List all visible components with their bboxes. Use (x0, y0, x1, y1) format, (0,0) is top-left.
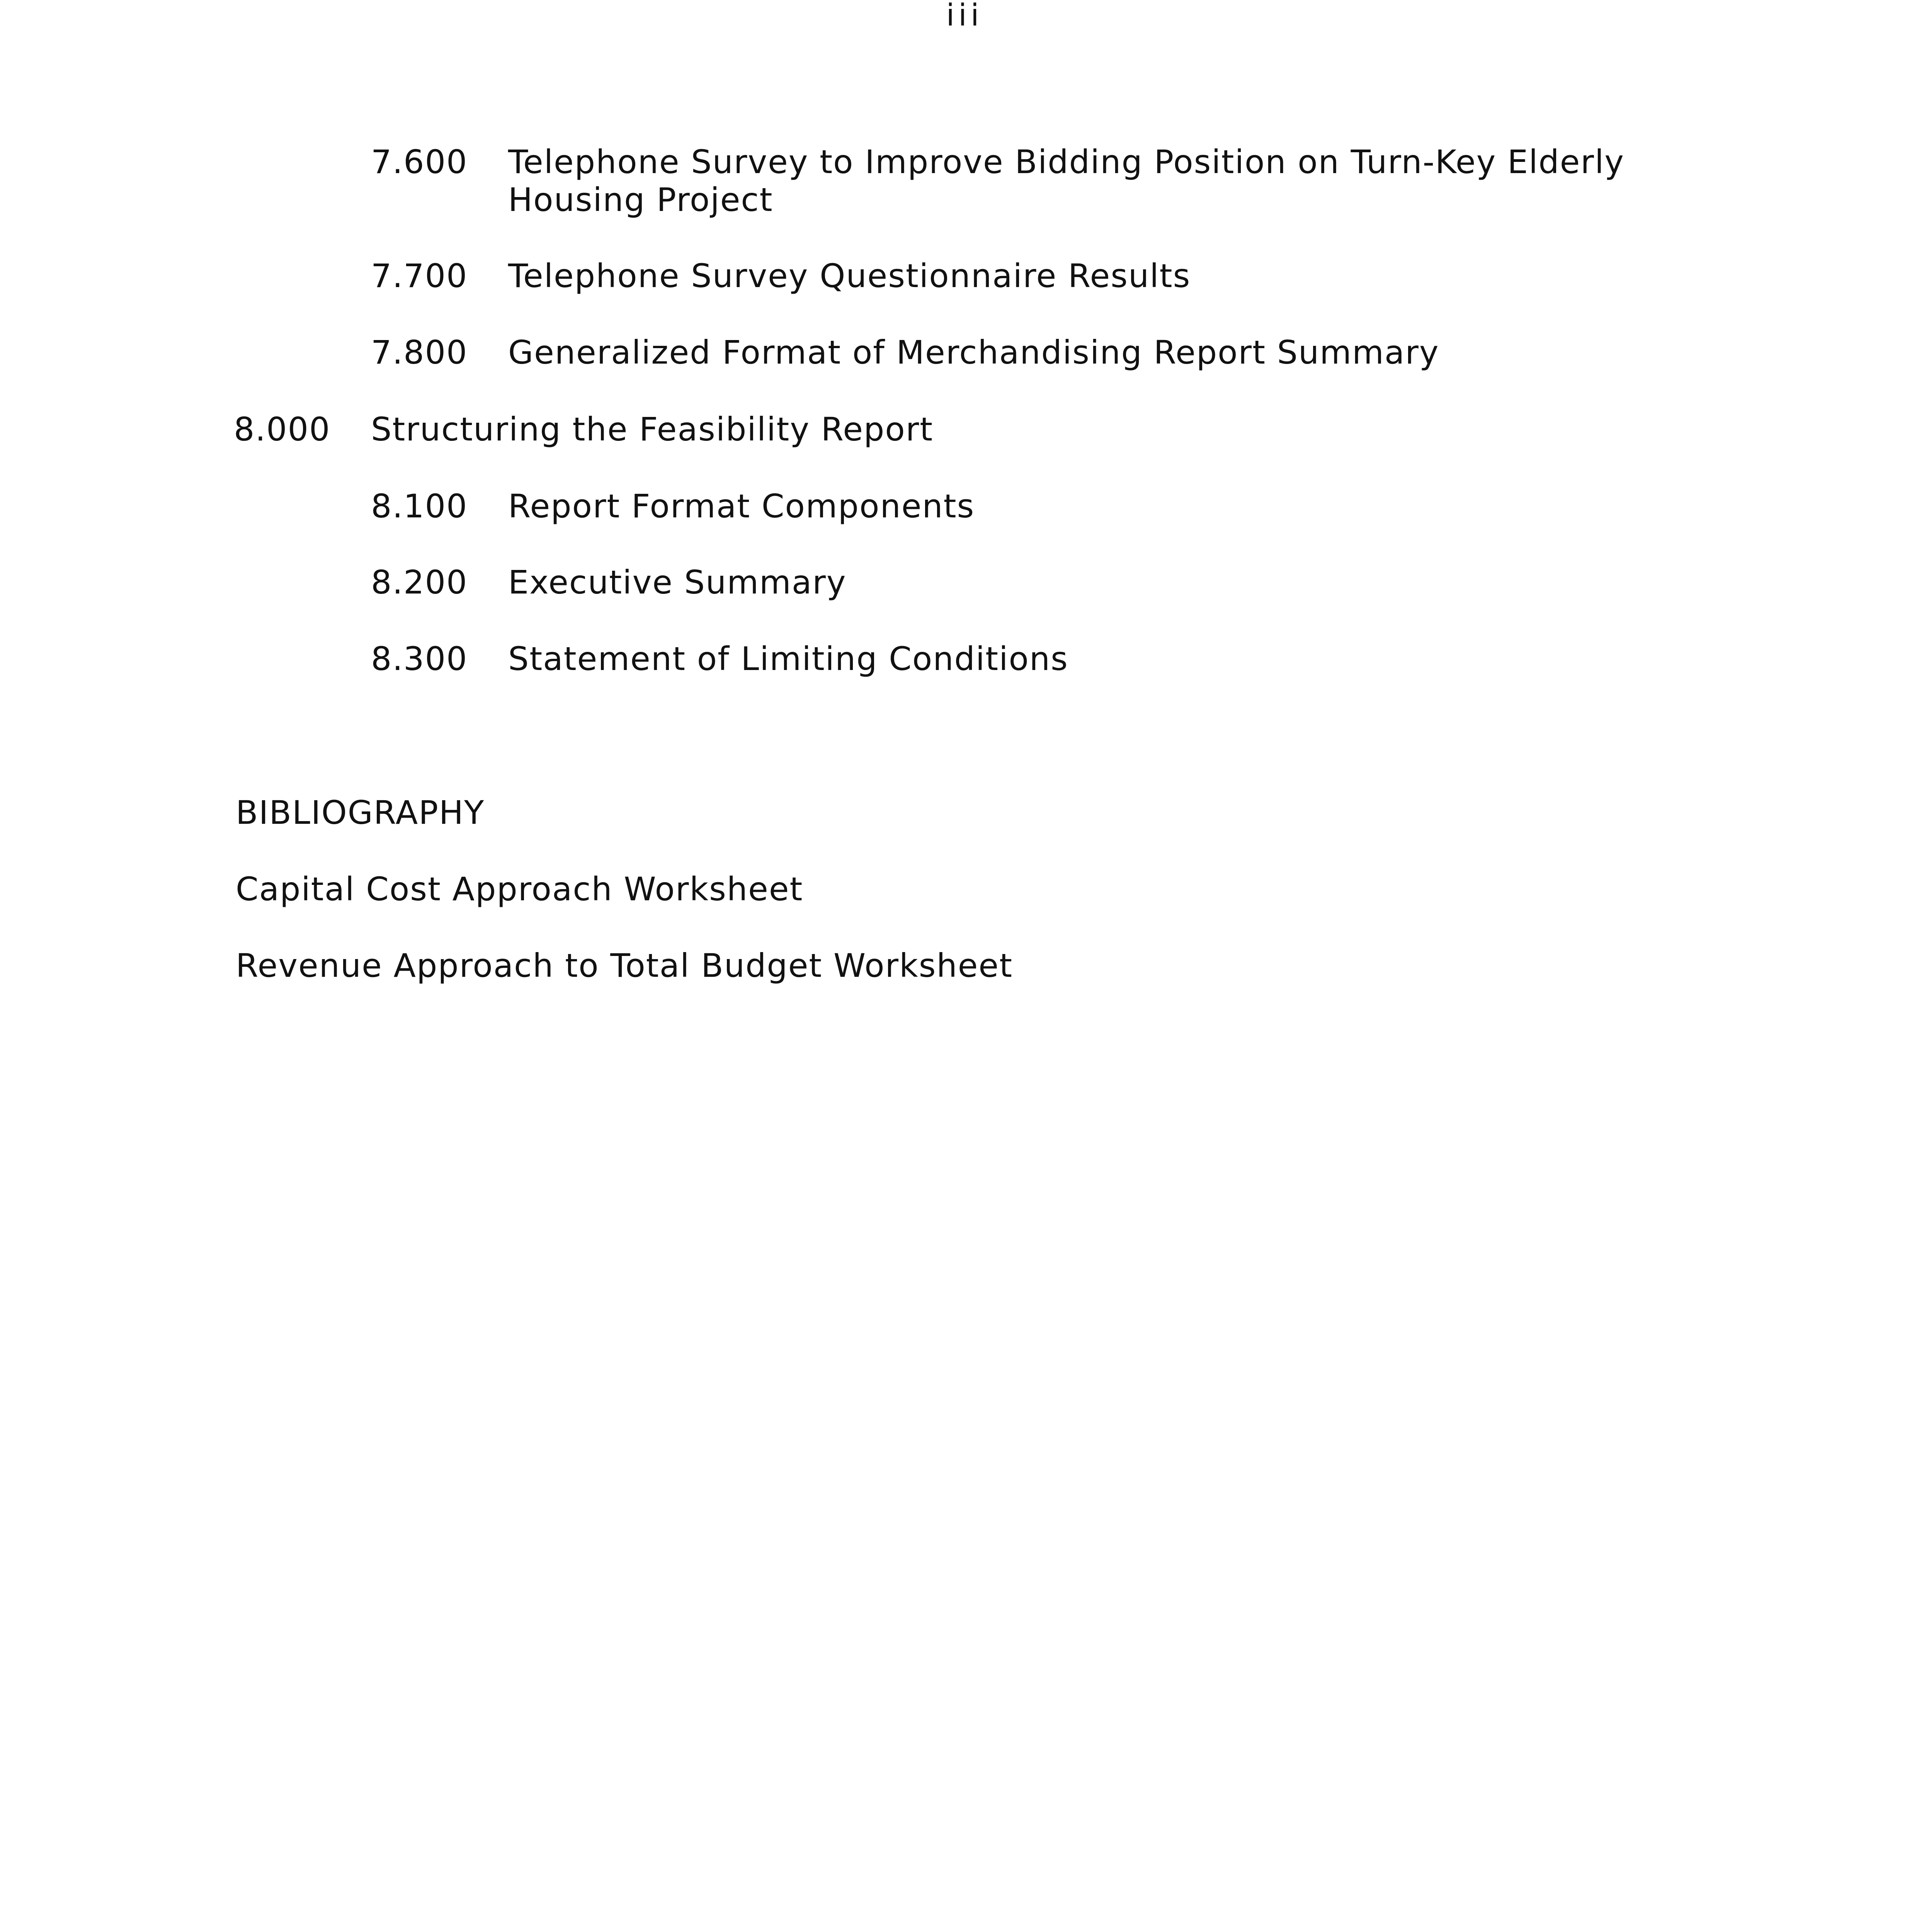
toc-entry-number: 8.200 (371, 563, 468, 601)
toc-entry-number: 7.700 (371, 257, 468, 295)
toc-entry-title (508, 143, 1625, 219)
toc-entry-7-700 (371, 257, 1801, 296)
toc-entry-8-300 (371, 640, 1801, 679)
toc-entry-8-200 (371, 563, 1801, 602)
toc-entry-title-line2: Housing Project (508, 181, 773, 219)
toc-revenue-approach-worksheet: Revenue Approach to Total Budget Worksheet (236, 947, 1013, 985)
toc-bibliography: BIBLIOGRAPHY (236, 794, 485, 832)
toc-entry-7-800 (371, 333, 1801, 372)
toc-entry-title: Telephone Survey Questionnaire Results (508, 257, 1191, 295)
toc-entry-number: 8.100 (371, 487, 468, 525)
toc-entry-title-line1: Telephone Survey to Improve Bidding Position on Turn-Key Elderly (508, 143, 1625, 181)
toc-entry-number: 7.600 (371, 143, 468, 181)
toc-capital-cost-worksheet: Capital Cost Approach Worksheet (236, 870, 803, 908)
toc-entry-number: 8.300 (371, 640, 468, 678)
toc-entry-title: Report Format Components (508, 487, 975, 525)
toc-entry-title: Generalized Format of Merchandising Report Summary (508, 333, 1439, 371)
toc-section-title: Structuring the Feasibility Report (371, 410, 934, 448)
toc-section-number: 8.000 (234, 410, 331, 448)
toc-entry-title: Executive Summary (508, 563, 847, 601)
toc-section-8-000 (234, 410, 1664, 449)
toc-entry-8-100 (371, 487, 1801, 526)
toc-entry-number: 7.800 (371, 333, 468, 371)
toc-entry-title: Statement of Limiting Conditions (508, 640, 1068, 678)
toc-entry-7-600 (371, 143, 1801, 220)
page-number: iii (946, 0, 983, 33)
